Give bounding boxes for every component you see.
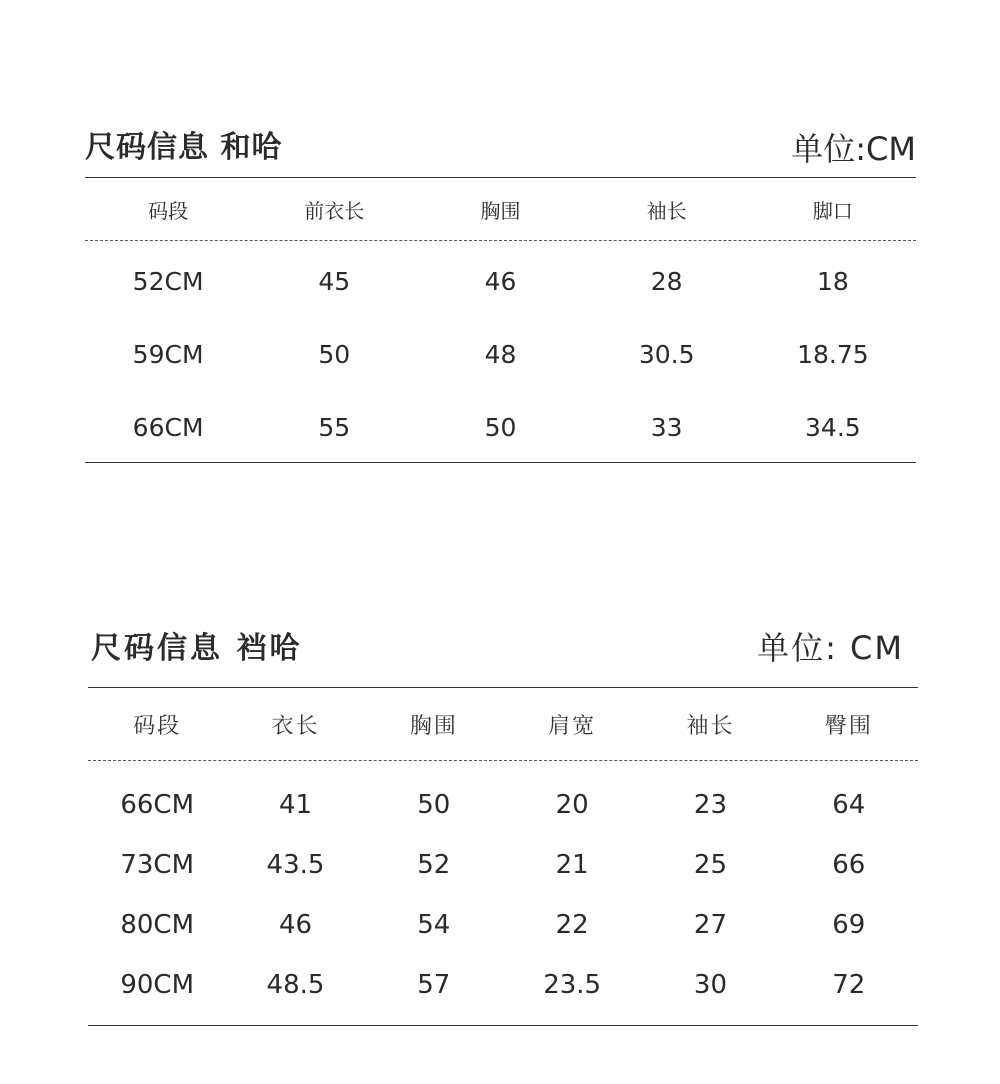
- size-table-section-1: [85, 122, 916, 463]
- table-cell: 66CM: [120, 790, 194, 820]
- table-cell: 46: [484, 267, 517, 296]
- table-cell: 50: [484, 413, 517, 442]
- table-cell: 52CM: [132, 267, 204, 296]
- table-cell: 54: [417, 910, 451, 940]
- table-cell: 30.5: [638, 340, 695, 369]
- column-header: 袖长: [686, 713, 735, 739]
- table-cell: 23.5: [543, 970, 602, 1000]
- table-cell: 28: [650, 267, 683, 296]
- column-header: 胸围: [409, 713, 458, 739]
- table-cell: 20: [555, 790, 589, 820]
- size-table: [85, 178, 916, 240]
- table-header-row: [88, 688, 918, 760]
- table-row: [85, 245, 916, 318]
- table-cell: 69: [832, 910, 866, 940]
- table-cell: 21: [555, 850, 589, 880]
- table-cell: 46: [278, 910, 313, 940]
- table-cell: 18: [816, 267, 849, 296]
- section-header: [88, 620, 918, 672]
- table-row: [88, 775, 918, 835]
- table-cell: 43.5: [266, 850, 325, 880]
- table-row: [88, 895, 918, 955]
- table-cell: 25: [693, 850, 728, 880]
- column-header: 码段: [148, 198, 189, 223]
- column-header: 胸围: [480, 198, 521, 223]
- table-cell: 27: [693, 910, 728, 940]
- table-cell: 23: [693, 790, 728, 820]
- column-header: 臀围: [824, 713, 873, 739]
- table-row: [88, 835, 918, 895]
- table-cell: 52: [417, 850, 451, 880]
- table-cell: 41: [278, 790, 313, 820]
- bottom-divider: [88, 1025, 918, 1026]
- table-header-row: [85, 178, 916, 240]
- unit-label: 单位: CM: [757, 629, 904, 667]
- table-cell: 73CM: [120, 850, 194, 880]
- table-row: [85, 391, 916, 464]
- table-cell: 50: [318, 340, 351, 369]
- table-cell: 48: [484, 340, 517, 369]
- table-cell: 22: [555, 910, 589, 940]
- size-table-section-2: [88, 620, 918, 1026]
- bottom-divider: [85, 462, 916, 463]
- table-cell: 55: [318, 413, 351, 442]
- column-header: 袖长: [646, 198, 687, 223]
- section-title: 尺码信息 和哈: [85, 130, 283, 165]
- column-header: 衣长: [271, 713, 320, 739]
- table-cell: 48.5: [266, 970, 325, 1000]
- size-table-body: [88, 775, 918, 1015]
- column-header: 肩宽: [548, 713, 597, 739]
- table-row: [88, 955, 918, 1015]
- table-cell: 30: [693, 970, 728, 1000]
- table-cell: 66: [832, 850, 866, 880]
- column-header: 前衣长: [304, 198, 365, 223]
- table-cell: 34.5: [805, 413, 861, 442]
- size-table-body: [85, 245, 916, 464]
- table-cell: 59CM: [132, 340, 204, 369]
- column-header: 码段: [133, 713, 182, 739]
- table-cell: 50: [417, 790, 451, 820]
- table-cell: 72: [832, 970, 866, 1000]
- table-cell: 45: [318, 267, 351, 296]
- size-table: [88, 688, 918, 760]
- table-cell: 64: [832, 790, 866, 820]
- table-cell: 18.75: [797, 340, 869, 369]
- table-cell: 90CM: [120, 970, 194, 1000]
- table-cell: 66CM: [132, 413, 204, 442]
- column-header: 脚口: [812, 198, 853, 223]
- table-row: [85, 318, 916, 391]
- unit-label: 单位:CM: [791, 130, 916, 168]
- section-title: 尺码信息 裆哈: [91, 631, 303, 666]
- section-header: [85, 122, 916, 174]
- table-cell: 57: [417, 970, 451, 1000]
- table-cell: 33: [650, 413, 683, 442]
- table-cell: 80CM: [120, 910, 194, 940]
